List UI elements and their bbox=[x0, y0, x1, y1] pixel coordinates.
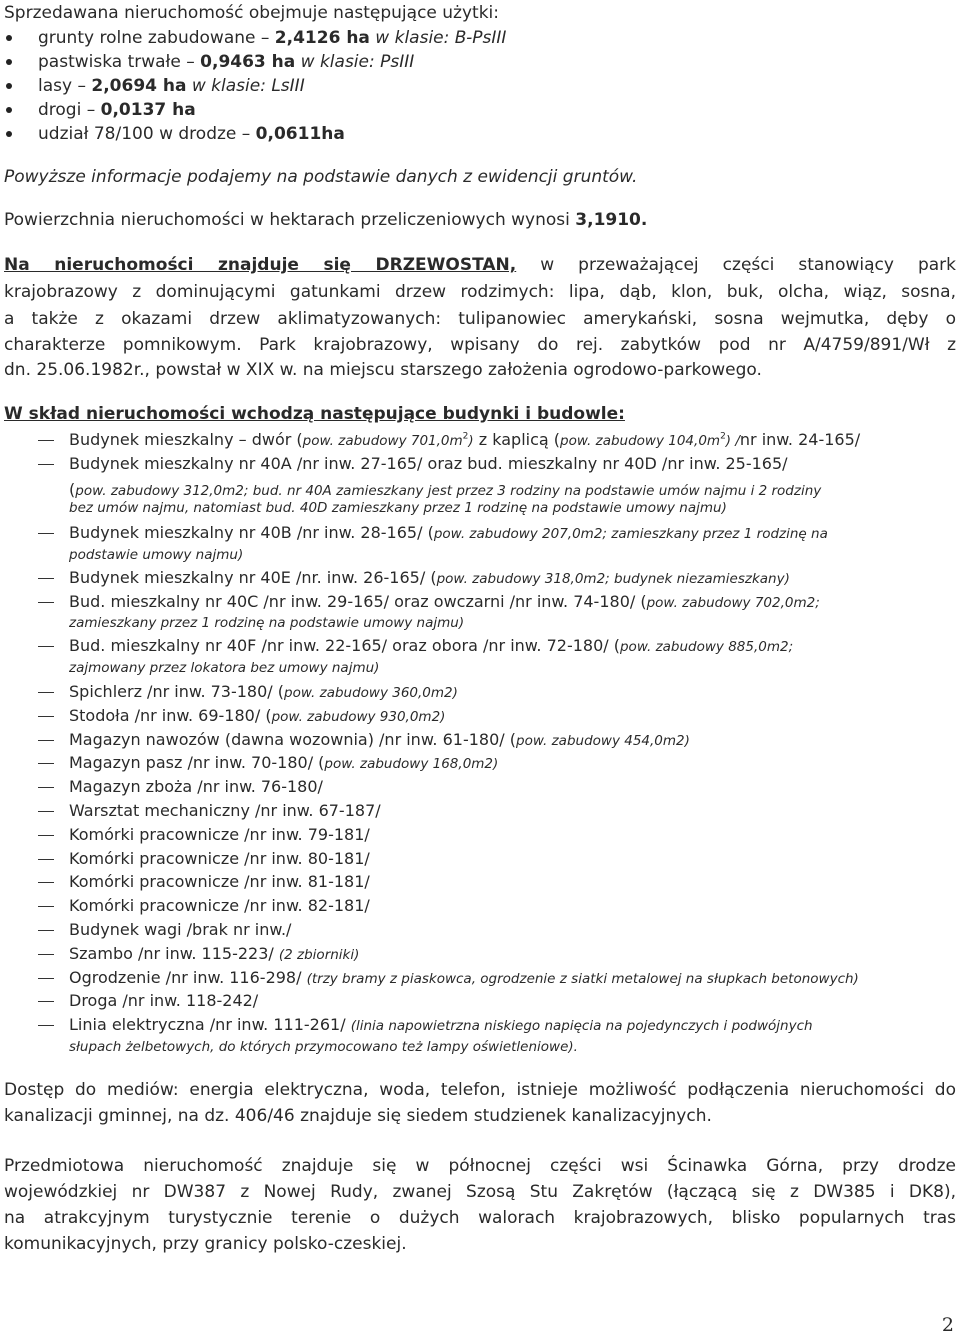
list-item-note: podstawie umowy najmu) bbox=[69, 547, 244, 563]
list-item: Magazyn zboża /nr inw. 76-180/ bbox=[69, 777, 323, 796]
list-item: Budynek mieszkalny – dwór (pow. zabudowy $701,0m^2$) z kaplicą (pow. zabudowy $104,0m^2$) /nr inw. 24-165/ bbox=[69, 430, 861, 449]
list-item-note: bez umów najmu, natomiast bud. 40D zamieszkany przez 1 rodzinę na podstawie umowy najmu) bbox=[69, 500, 727, 516]
list-item: Bud. mieszkalny nr 40C /nr inw. 29-165/ oraz owczarni /nr inw. 74-180/ (pow. zabudowy 702,0m2; bbox=[69, 592, 820, 611]
list-item: Budynek mieszkalny nr 40E /nr. inw. 26-165/ (pow. zabudowy 318,0m2; budynek niezamieszkany) bbox=[69, 568, 790, 587]
media-paragraph-line: kanalizacji gminnej, na dz. 406/46 znajduje się siedem studzienek kanalizacyjnych. bbox=[4, 1106, 712, 1126]
dash-icon bbox=[38, 440, 54, 441]
dash-icon bbox=[38, 602, 54, 603]
list-item: Komórki pracownicze /nr inw. 81-181/ bbox=[69, 872, 370, 891]
list-item-note: zamieszkany przez 1 rodzinę na podstawie umowy najmu) bbox=[69, 615, 465, 631]
dash-icon bbox=[38, 763, 54, 764]
list-item: Szambo /nr inw. 115-223/ (2 zbiorniki) bbox=[69, 944, 360, 963]
area-text: Powierzchnia nieruchomości w hektarach przeliczeniowych wynosi 3,1910. bbox=[4, 210, 648, 230]
location-paragraph-line: wojewódzkiej nr DW387 z Nowej Rudy, zwanej Szosą Stu Zakrętów (łączącą się z DW385 i DK8), bbox=[4, 1182, 956, 1202]
dash-icon bbox=[38, 906, 54, 907]
list-item-note: zajmowany przez lokatora bez umowy najmu) bbox=[69, 660, 380, 676]
list-item: Stodoła /nr inw. 69-180/ (pow. zabudowy 930,0m2) bbox=[69, 706, 446, 725]
dash-icon bbox=[38, 811, 54, 812]
list-item: Droga /nr inw. 118-242/ bbox=[69, 991, 259, 1010]
dash-icon bbox=[38, 578, 54, 579]
dash-icon bbox=[38, 646, 54, 647]
tree-paragraph-line: krajobrazowy z dominującymi gatunkami drzew rodzimych: lipa, dąb, klon, buk, olcha, wiąz, sosna, bbox=[4, 282, 956, 302]
list-item: Linia elektryczna /nr inw. 111-261/ (linia napowietrzna niskiego napięcia na pojedynczych i podwójnych bbox=[69, 1015, 813, 1034]
bullet-icon bbox=[6, 35, 12, 41]
list-item: Budynek wagi /brak nr inw./ bbox=[69, 920, 292, 939]
list-item: Budynek mieszkalny nr 40A /nr inw. 27-165/ oraz bud. mieszkalny nr 40D /nr inw. 25-165/ bbox=[69, 454, 788, 473]
list-item: Spichlerz /nr inw. 73-180/ (pow. zabudowy 360,0m2) bbox=[69, 682, 458, 701]
tree-paragraph-line: charakterze pomnikowym. Park krajobrazowy, wpisany do rej. zabytków pod nr A/4759/891/Wł z bbox=[4, 335, 956, 355]
list-item: Magazyn nawozów (dawna wozownia) /nr inw. 61-180/ (pow. zabudowy 454,0m2) bbox=[69, 730, 690, 749]
dash-icon bbox=[38, 740, 54, 741]
list-item: Bud. mieszkalny nr 40F /nr inw. 22-165/ oraz obora /nr inw. 72-180/ (pow. zabudowy 885,0m2; bbox=[69, 636, 794, 655]
location-paragraph-line: na atrakcyjnym turystycznie terenie o dużych walorach krajobrazowych, blisko popularnych tras bbox=[4, 1208, 956, 1228]
dash-icon bbox=[38, 716, 54, 717]
bullet-icon bbox=[6, 59, 12, 65]
dash-icon bbox=[38, 787, 54, 788]
list-item: Komórki pracownicze /nr inw. 82-181/ bbox=[69, 896, 370, 915]
bullet-icon bbox=[6, 83, 12, 89]
list-item: Magazyn pasz /nr inw. 70-180/ (pow. zabudowy 168,0m2) bbox=[69, 753, 499, 772]
dash-icon bbox=[38, 978, 54, 979]
dash-icon bbox=[38, 954, 54, 955]
bullet-icon bbox=[6, 107, 12, 113]
dash-icon bbox=[38, 1001, 54, 1002]
list-item: Ogrodzenie /nr inw. 116-298/ (trzy bramy z piaskowca, ogrodzenie z siatki metalowej na słupkach betonowych) bbox=[69, 968, 859, 987]
dash-icon bbox=[38, 692, 54, 693]
tree-paragraph-line: dn. 25.06.1982r., powstał w XIX w. na miejscu starszego założenia ogrodowo-parkowego. bbox=[4, 360, 762, 380]
dash-icon bbox=[38, 930, 54, 931]
source-note: Powyższe informacje podajemy na podstawie danych z ewidencji gruntów. bbox=[4, 167, 638, 187]
location-paragraph-line: komunikacyjnych, przy granicy polsko-czeskiej. bbox=[4, 1234, 407, 1254]
media-paragraph-line: Dostęp do mediów: energia elektryczna, woda, telefon, istnieje możliwość podłączenia nieruchomości do bbox=[4, 1080, 956, 1100]
tree-paragraph-line: Na nieruchomości znajduje się DRZEWOSTAN, w przeważającej części stanowiący park bbox=[4, 255, 957, 275]
list-item: Komórki pracownicze /nr inw. 80-181/ bbox=[69, 849, 370, 868]
list-item: Komórki pracownicze /nr inw. 79-181/ bbox=[69, 825, 370, 844]
bullet-icon bbox=[6, 131, 12, 137]
list-item: Budynek mieszkalny nr 40B /nr inw. 28-165/ (pow. zabudowy 207,0m2; zamieszkany przez 1 rodzinę na bbox=[69, 523, 828, 542]
dash-icon bbox=[38, 882, 54, 883]
list-item-note: (pow. zabudowy 312,0m2; bud. nr 40A zamieszkany jest przez 3 rodziny na podstawie umów najmu i 2 rodziny bbox=[69, 480, 822, 499]
page-number: 2 bbox=[941, 1314, 954, 1336]
dash-icon bbox=[38, 835, 54, 836]
list-item-note: słupach żelbetowych, do których przymocowano też lampy oświetleniowe). bbox=[69, 1039, 578, 1055]
dash-icon bbox=[38, 464, 54, 465]
tree-paragraph-line: a także z okazami drzew aklimatyzowanych: tulipanowiec amerykański, sosna wejmutka, dęby o bbox=[4, 309, 956, 329]
buildings-heading: W skład nieruchomości wchodzą następujące budynki i budowle: bbox=[4, 404, 625, 424]
dash-icon bbox=[38, 1025, 54, 1026]
dash-icon bbox=[38, 533, 54, 534]
intro-text: Sprzedawana nieruchomość obejmuje następujące użytki: bbox=[4, 3, 499, 23]
dash-icon bbox=[38, 859, 54, 860]
location-paragraph-line: Przedmiotowa nieruchomość znajduje się w północnej części wsi Ścinawka Górna, przy drodze bbox=[4, 1156, 956, 1176]
list-item: Warsztat mechaniczny /nr inw. 67-187/ bbox=[69, 801, 381, 820]
